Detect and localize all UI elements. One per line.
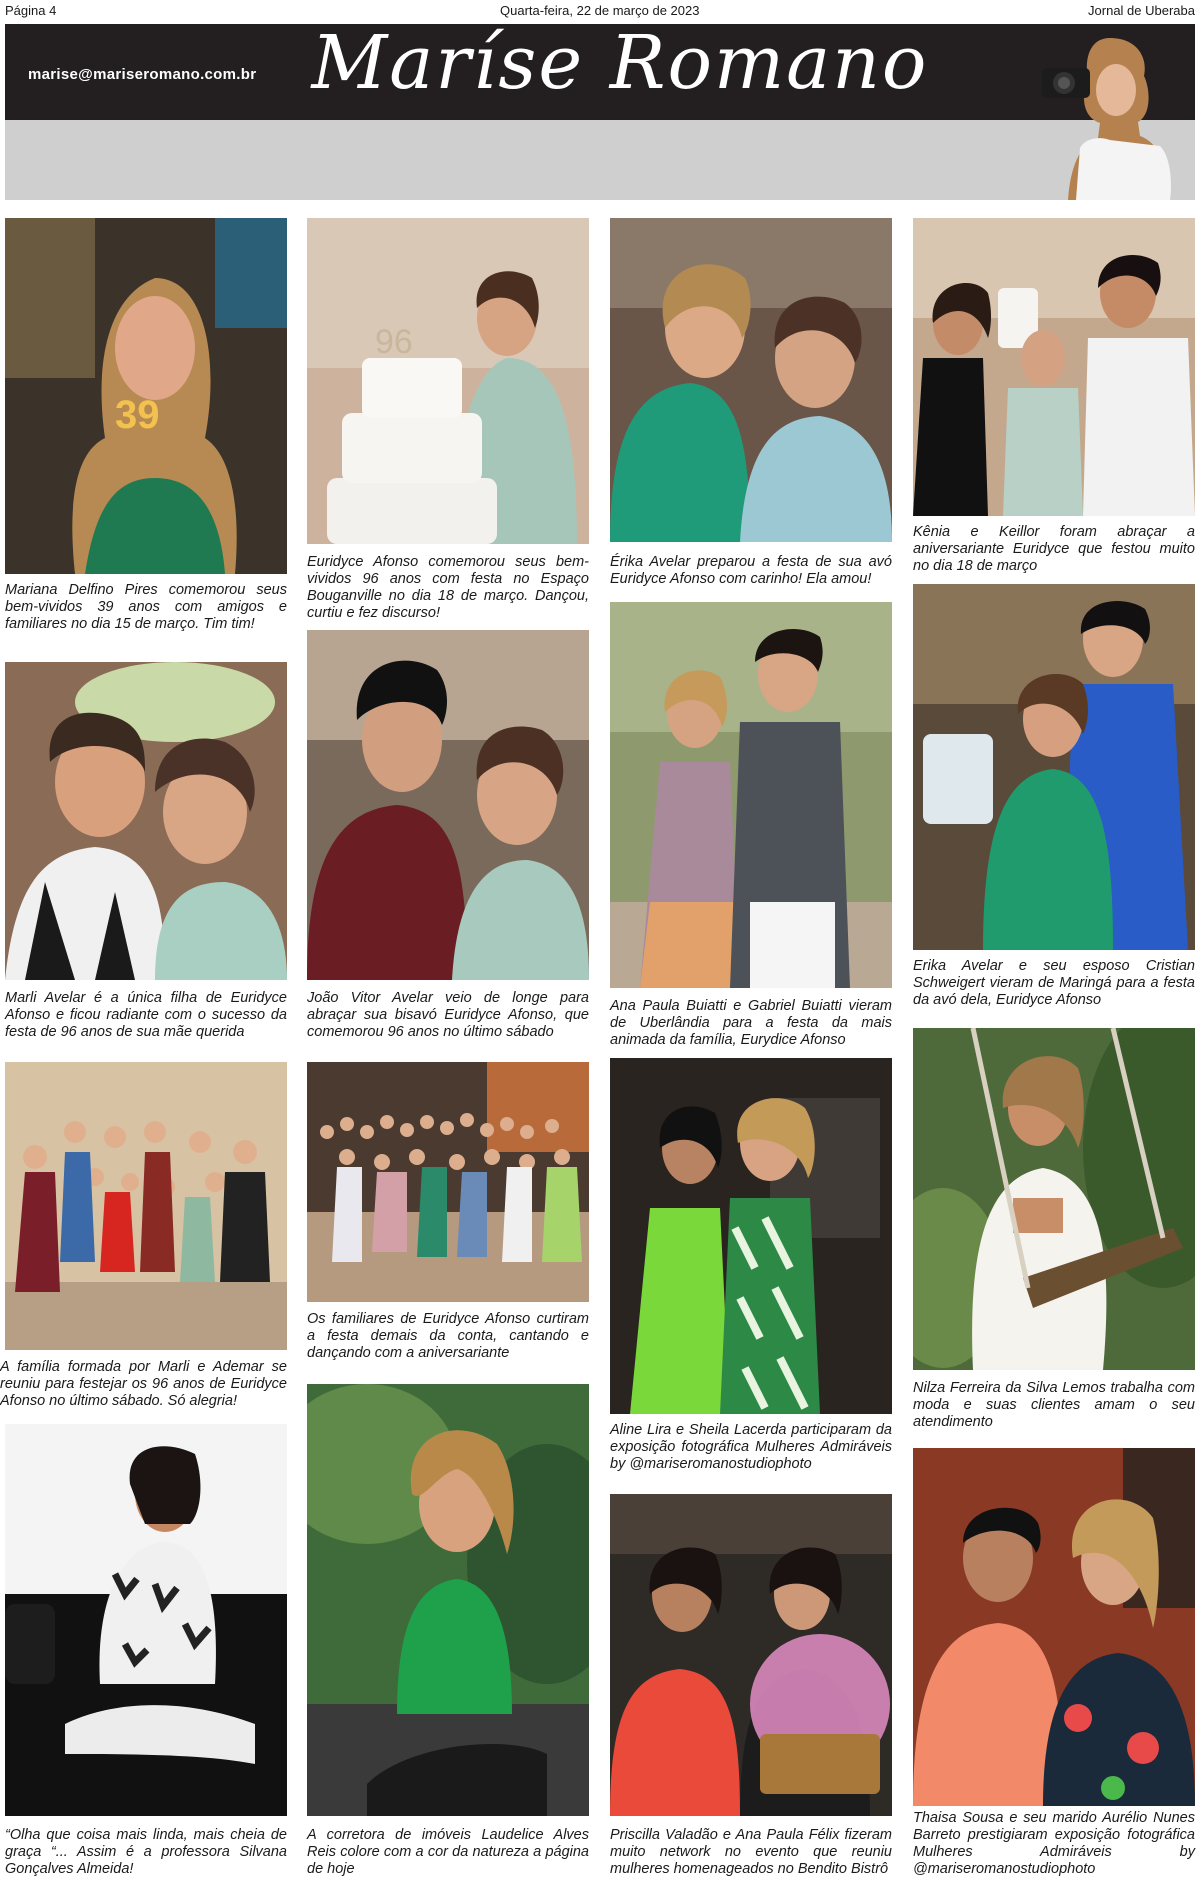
svg-text:96: 96 — [375, 323, 413, 361]
page-info-bar — [0, 0, 1200, 22]
caption-aline-sheila: Aline Lira e Sheila Lacerda participaram da exposição fotográfica Mulheres Admiráveis by @mariseromanostudiophoto — [610, 1422, 892, 1472]
photo-priscilla-ana — [610, 1494, 892, 1816]
photo-nilza — [913, 1028, 1195, 1370]
newspaper-name: Jornal de Uberaba — [1088, 3, 1195, 18]
svg-text:39: 39 — [115, 393, 160, 437]
masthead-band — [5, 120, 1195, 200]
photo-euridyce-cake — [307, 218, 589, 544]
photo-erika — [610, 218, 892, 542]
photo-laudelice — [307, 1384, 589, 1816]
caption-mariana: Mariana Delfino Pires comemorou seus bem-vividos 39 anos com amigos e familiares no dia 15 de março. Tim tim! — [5, 582, 287, 632]
photo-erika-cristian — [913, 584, 1195, 950]
caption-nilza: Nilza Ferreira da Silva Lemos trabalha com moda e suas clientes amam o seu atendimento — [913, 1380, 1195, 1430]
caption-erika-cristian: Erika Avelar e seu esposo Cristian Schweigert vieram de Maringá para a festa da avó dela, Euridyce Afonso — [913, 958, 1195, 1008]
columnist-photo — [1040, 18, 1190, 200]
caption-ana-paula-gabriel: Ana Paula Buiatti e Gabriel Buiatti vieram de Uberlândia para a festa da mais animada da família, Eurydice Afonso — [610, 998, 892, 1048]
email-link[interactable]: marise@mariseromano.com.br — [28, 66, 257, 83]
caption-joao-vitor: João Vitor Avelar veio de longe para abraçar sua bisavó Euridyce Afonso, que comemorou 96 anos no último sábado — [307, 990, 589, 1040]
caption-kenia-keillor: Kênia e Keillor foram abraçar a aniversariante Euridyce que festou muito no dia 18 de março — [913, 524, 1195, 574]
page-number: Página 4 — [5, 3, 57, 18]
photo-joao-vitor — [307, 630, 589, 980]
photo-kenia-keillor — [913, 218, 1195, 516]
photo-mariana — [5, 218, 287, 574]
caption-euridyce-cake: Euridyce Afonso comemorou seus bem-vividos 96 anos com festa no Espaço Bouganville no dia 18 de março. Dançou, curtiu e fez discurso! — [307, 554, 589, 621]
caption-laudelice: A corretora de imóveis Laudelice Alves Reis colore com a cor da natureza a página de hoje — [307, 1827, 589, 1877]
caption-thaisa-aurelio: Thaisa Sousa e seu marido Aurélio Nunes Barreto prestigiaram exposição fotográfica Mulheres Admiráveis by @mariseromanostudiophoto — [913, 1810, 1195, 1877]
photo-ana-paula-gabriel — [610, 602, 892, 988]
photo-aline-sheila — [610, 1058, 892, 1414]
photo-familia-marli — [5, 1062, 287, 1350]
column-title: Maríse Romano — [311, 20, 929, 106]
issue-date: Quarta-feira, 22 de março de 2023 — [500, 3, 700, 18]
photo-silvana — [5, 1424, 287, 1816]
caption-marli: Marli Avelar é a única filha de Euridyce Afonso e ficou radiante com o sucesso da festa de 96 anos de sua mãe querida — [5, 990, 287, 1040]
caption-priscilla-ana: Priscilla Valadão e Ana Paula Félix fizeram muito network no evento que reuniu mulheres homenageados no Bendito Bistrô — [610, 1827, 892, 1877]
photo-familiares — [307, 1062, 589, 1302]
caption-silvana: “Olha que coisa mais linda, mais cheia de graça “... Assim é a professora Silvana Gonçalves Almeida! — [5, 1827, 287, 1877]
caption-erika: Érika Avelar preparou a festa de sua avó Euridyce Afonso com carinho! Ela amou! — [610, 554, 892, 587]
photo-marli — [5, 662, 287, 980]
caption-familiares: Os familiares de Euridyce Afonso curtiram a festa demais da conta, cantando e dançando com a aniversariante — [307, 1311, 589, 1361]
caption-familia-marli: A família formada por Marli e Ademar se reuniu para festejar os 96 anos de Euridyce Afonso no último sábado. Só alegria! — [0, 1359, 287, 1409]
photo-thaisa-aurelio — [913, 1448, 1195, 1806]
